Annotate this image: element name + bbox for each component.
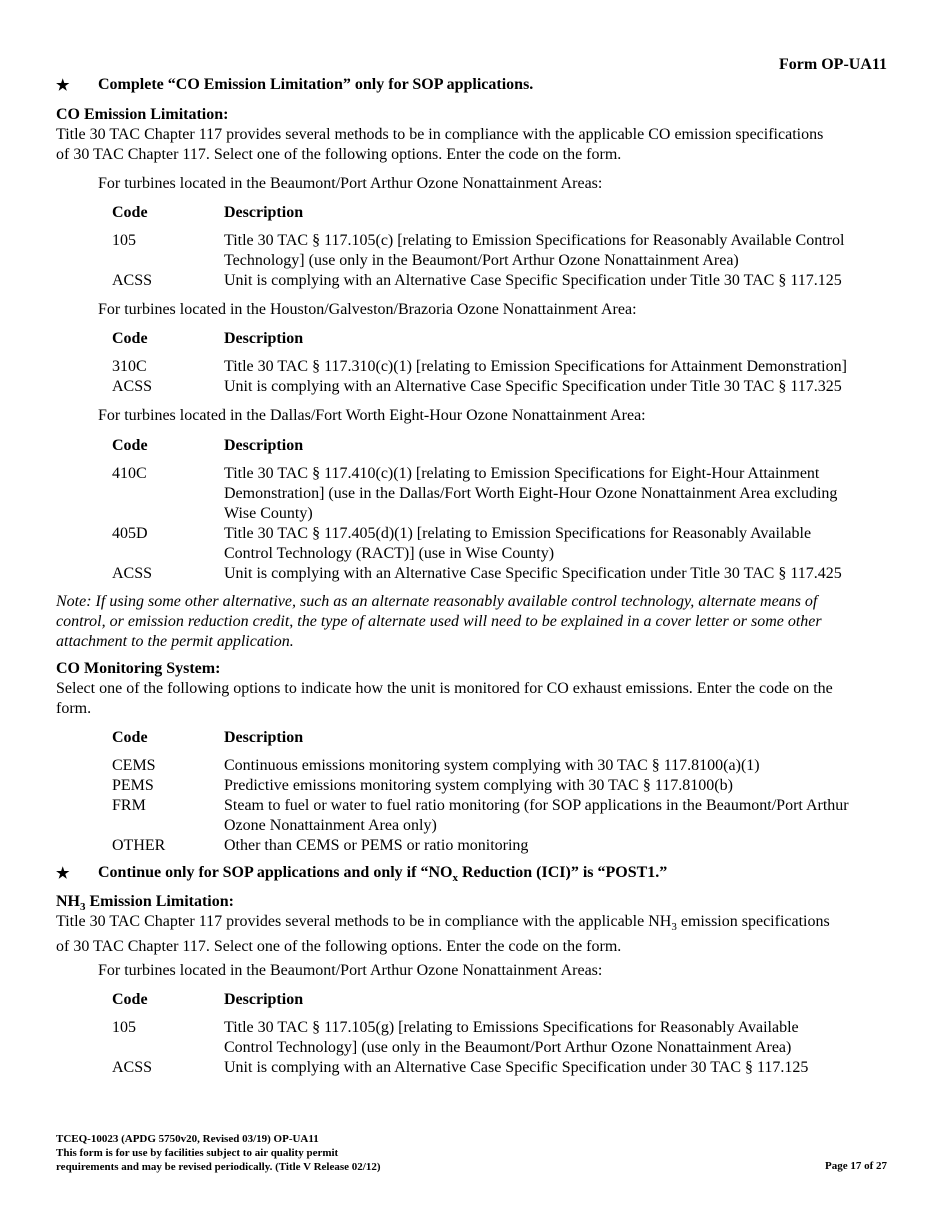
- dfw-intro: For turbines located in the Dallas/Fort Worth Eight-Hour Ozone Nonattainment Area:: [98, 407, 646, 424]
- nh3-intro: Title 30 TAC Chapter 117 provides several methods to be in compliance with the applicable $NH_3$ emission specifications of 30 TAC Chapter 117. Select one of the following options. Enter the code on the form.: [56, 913, 830, 956]
- co-monitor-heading: CO Monitoring System:: [56, 660, 221, 677]
- table-row: ACSS Unit is complying with an Alternative Case Specific Specification under Title 30 TAC § 117.425: [112, 565, 842, 582]
- page-number: Page 17 of 27: [824, 1160, 887, 1172]
- instruction-co-text: Complete “CO Emission Limitation” only for SOP applications.: [98, 76, 534, 93]
- table-header: Code Description: [112, 437, 304, 454]
- nh3-heading: $NH_3$ Emission Limitation:: [56, 893, 234, 914]
- hgb-intro: For turbines located in the Houston/Galveston/Brazoria Ozone Nonattainment Area:: [98, 301, 637, 318]
- table-header: Code Description: [112, 729, 304, 746]
- star-icon: ★: [56, 78, 70, 94]
- monitor-table: [112, 728, 902, 856]
- table-header: Code Description: [112, 991, 304, 1008]
- table-row: ACSS Unit is complying with an Alternative Case Specific Specification under 30 TAC § 117.125: [112, 1059, 809, 1076]
- bpa-table: [112, 203, 902, 291]
- table-row: CEMS Continuous emissions monitoring system complying with 30 TAC § 117.8100(a)(1): [112, 757, 760, 774]
- form-id: Form OP-UA11: [779, 56, 887, 73]
- footer-info: TCEQ-10023 (APDG 5750v20, Revised 03/19) OP-UA11 This form is for use by facilities subject to air quality permit requirements and may be revised periodically. (Title V Release 02/12): [56, 1133, 381, 1173]
- table-row: ACSS Unit is complying with an Alternative Case Specific Specification under Title 30 TAC § 117.325: [112, 378, 842, 395]
- co-limit-heading: CO Emission Limitation:: [56, 106, 229, 123]
- table-row: 105 Title 30 TAC § 117.105(g) [relating to Emissions Specifications for Reasonably Available Control Technology] (use only in the Beaumont/Port Arthur Ozone Nonattainment Area): [112, 1019, 799, 1056]
- nh3-bpa-intro: For turbines located in the Beaumont/Port Arthur Ozone Nonattainment Areas:: [98, 962, 603, 979]
- table-row: FRM Steam to fuel or water to fuel ratio monitoring (for SOP applications in the Beaumont/Port Arthur Ozone Nonattainment Area only): [112, 797, 849, 834]
- co-monitor-intro: Select one of the following options to indicate how the unit is monitored for CO exhaust emissions. Enter the code on the form.: [56, 680, 833, 717]
- star-icon: ★: [56, 866, 70, 882]
- nh3-table: [112, 990, 902, 1078]
- instruction-nh3: [56, 864, 667, 884]
- table-row: PEMS Predictive emissions monitoring system complying with 30 TAC § 117.8100(b): [112, 777, 733, 794]
- table-row: ACSS Unit is complying with an Alternative Case Specific Specification under Title 30 TAC § 117.125: [112, 272, 842, 289]
- instruction-co: [56, 76, 533, 95]
- instruction-nh3-text: Continue only for SOP applications and only if “$NO_x$ Reduction (ICI)” is “POST1.”: [98, 864, 668, 885]
- table-row: 105 Title 30 TAC § 117.105(c) [relating to Emission Specifications for Reasonably Available Control Technology] (use only in the Beaumont/Port Arthur Ozone Nonattainment Area): [112, 232, 845, 269]
- note: Note: If using some other alternative, such as an alternate reasonably available control technology, alternate means of control, or emission reduction credit, the type of alternate used will need to be explained in a cover letter or some other attachment to the permit application.: [56, 593, 822, 650]
- table-row: OTHER Other than CEMS or PEMS or ratio monitoring: [112, 837, 529, 854]
- table-row: 410C Title 30 TAC § 117.410(c)(1) [relating to Emission Specifications for Eight-Hour Attainment Demonstration] (use in the Dallas/Fort Worth Eight-Hour Ozone Nonattainment Area excluding Wise County): [112, 465, 838, 522]
- hgb-table: [112, 329, 902, 397]
- co-limit-intro: Title 30 TAC Chapter 117 provides several methods to be in compliance with the applicable CO emission specifications of 30 TAC Chapter 117. Select one of the following options. Enter the code on the form.: [56, 126, 824, 163]
- table-row: 405D Title 30 TAC § 117.405(d)(1) [relating to Emission Specifications for Reasonably Available Control Technology (RACT)] (use in Wise County): [112, 525, 812, 562]
- table-header: Code Description: [112, 204, 304, 221]
- bpa-intro: For turbines located in the Beaumont/Port Arthur Ozone Nonattainment Areas:: [98, 175, 603, 192]
- table-row: 310C Title 30 TAC § 117.310(c)(1) [relating to Emission Specifications for Attainment Demonstration]: [112, 358, 847, 375]
- table-header: Code Description: [112, 330, 304, 347]
- dfw-table: [112, 436, 902, 584]
